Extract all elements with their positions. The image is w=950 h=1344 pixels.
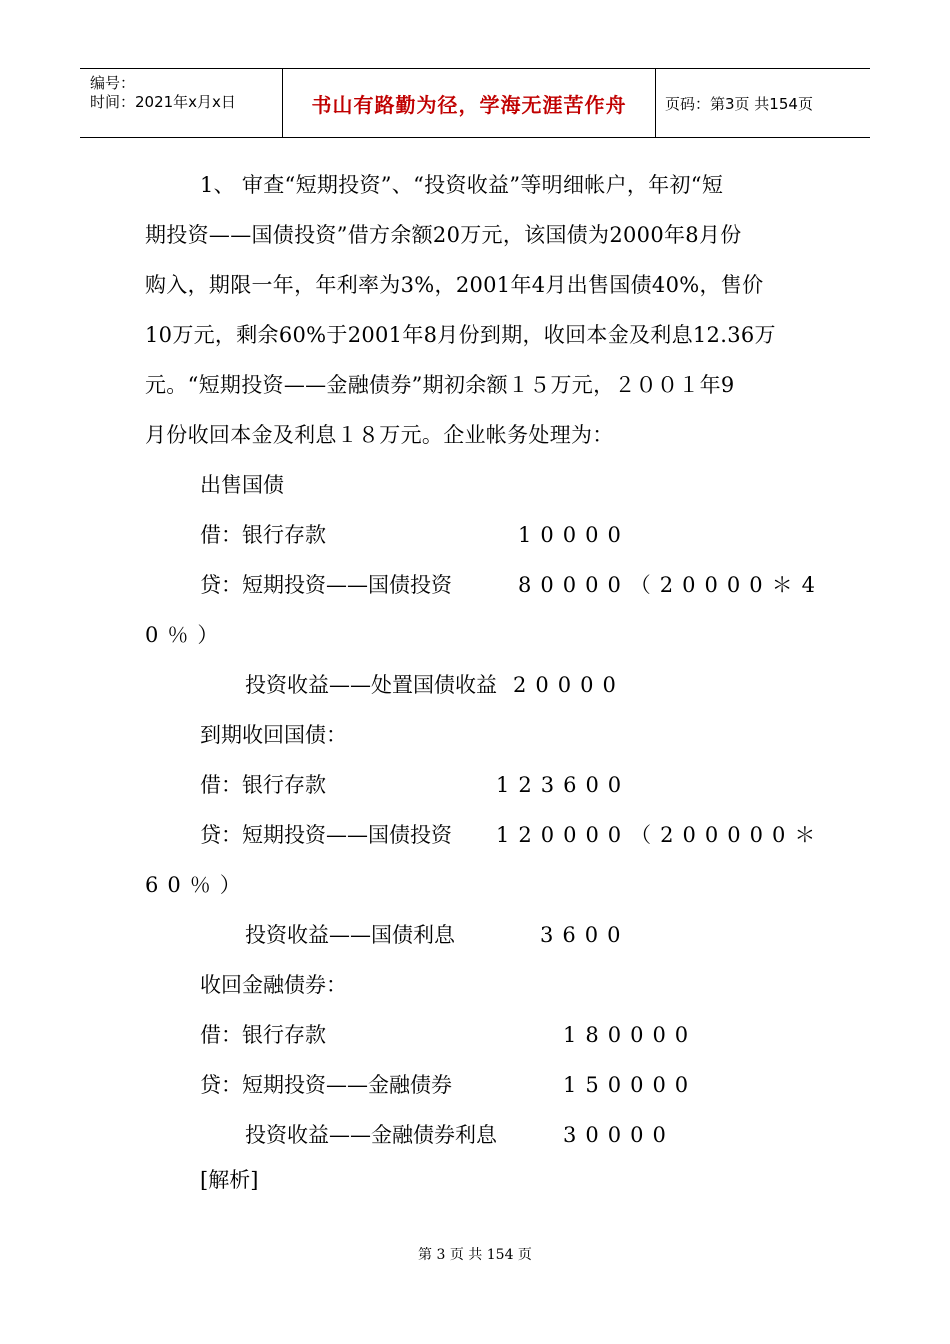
sale-gain-row xyxy=(245,660,825,710)
sale-gain-value: 20000 xyxy=(513,673,625,697)
motto: 书山有路勤为径，学海无涯苦作舟 xyxy=(311,92,627,117)
maturity-credit-cont: 60％） xyxy=(145,873,250,897)
question-paragraph xyxy=(145,160,810,460)
sale-debit-label: 借：银行存款 xyxy=(200,523,326,547)
maturity-interest-value: 3600 xyxy=(540,923,630,947)
sale-heading: 出售国债 xyxy=(200,473,284,497)
maturity-debit-label: 借：银行存款 xyxy=(200,773,326,797)
bond-debit-value: 180000 xyxy=(563,1023,698,1047)
bond-credit-label: 贷：短期投资——金融债券 xyxy=(200,1073,452,1097)
paragraph-line: 期投资——国债投资”借方余额20万元，该国债为2000年8月份 xyxy=(145,223,742,247)
bond-heading: 收回金融债券： xyxy=(200,973,347,997)
bond-debit-label: 借：银行存款 xyxy=(200,1023,326,1047)
bond-interest-label: 投资收益——金融债券利息 xyxy=(245,1123,497,1147)
maturity-credit-label: 贷：短期投资——国债投资 xyxy=(200,823,452,847)
maturity-heading: 到期收回国债： xyxy=(200,723,347,747)
sale-debit-row xyxy=(200,510,820,560)
header-meta xyxy=(80,69,282,137)
header-motto-cell xyxy=(282,69,656,137)
analysis-label: [解析] xyxy=(200,1168,259,1192)
maturity-credit-row xyxy=(200,810,825,860)
paragraph-line: 购入，期限一年，年利率为3%，2001年4月出售国债40%，售价 xyxy=(145,273,764,297)
bond-credit-value: 150000 xyxy=(563,1073,698,1097)
header-page-cell xyxy=(655,69,870,137)
code-label: 编号： xyxy=(90,74,136,92)
footer-page-number: 第 3 页 共 154 页 xyxy=(418,1247,532,1263)
bond-interest-row xyxy=(245,1110,825,1160)
bond-credit-row xyxy=(200,1060,820,1110)
maturity-debit-row xyxy=(200,760,820,810)
maturity-credit-continuation xyxy=(145,860,250,910)
sale-gain-label: 投资收益——处置国债收益 xyxy=(245,673,497,697)
paragraph-line: 月份收回本金及利息１８万元。企业帐务处理为： xyxy=(145,423,614,447)
date-label: 时间：2021年x月x日 xyxy=(90,93,236,111)
bond-interest-value: 30000 xyxy=(563,1123,675,1147)
paragraph-line: 1、 审查“短期投资”、“投资收益”等明细帐户，年初“短 xyxy=(200,173,724,197)
sale-credit-label: 贷：短期投资——国债投资 xyxy=(200,573,452,597)
sale-debit-value: 10000 xyxy=(518,523,630,547)
page-info: 页码：第3页 共154页 xyxy=(665,94,813,113)
sale-credit-cont: 0％） xyxy=(145,623,228,647)
sale-credit-row xyxy=(200,560,824,610)
maturity-interest-row xyxy=(245,910,825,960)
maturity-debit-value: 123600 xyxy=(496,773,631,797)
page-header xyxy=(80,68,870,138)
maturity-interest-label: 投资收益——国债利息 xyxy=(245,923,455,947)
page-footer xyxy=(0,1244,950,1264)
sale-credit-value: 80000（20000＊4 xyxy=(518,573,824,597)
maturity-credit-value: 120000（200000＊ xyxy=(496,823,825,847)
sale-credit-continuation xyxy=(145,610,227,660)
paragraph-line: 元。“短期投资——金融债券”期初余额１５万元，２００１年9 xyxy=(145,373,735,397)
paragraph-line: 10万元，剩余60%于2001年8月份到期，收回本金及利息12.36万 xyxy=(145,323,776,347)
bond-debit-row xyxy=(200,1010,820,1060)
